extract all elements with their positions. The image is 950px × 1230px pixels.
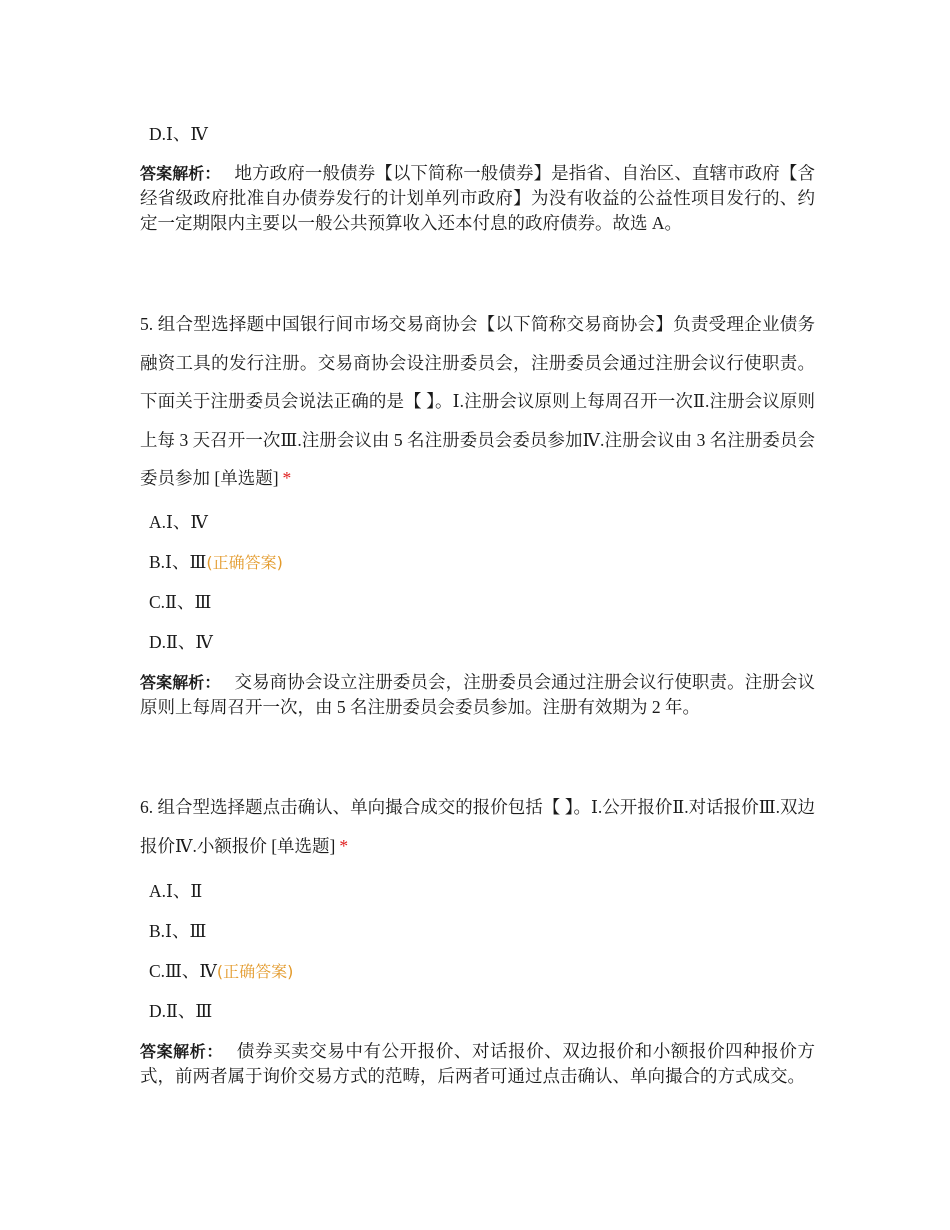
correct-answer-tag: (正确答案) — [206, 553, 283, 572]
required-mark: * — [282, 468, 292, 488]
option-label: A.Ⅰ、Ⅱ — [149, 881, 203, 901]
q4-option-d — [140, 122, 824, 146]
analysis-label: 答案解析： — [140, 164, 221, 183]
analysis-text: 交易商协会设立注册委员会，注册委员会通过注册会议行使职责。注册会议原则上每周召开一次，由 5 名注册委员会委员参加。注册有效期为 2 年。 — [140, 672, 815, 717]
q6-option-c — [140, 959, 824, 984]
option-label: C.Ⅱ、Ⅲ — [149, 592, 212, 612]
analysis-label: 答案解析： — [140, 1042, 223, 1061]
q4-analysis — [140, 161, 815, 236]
q5-analysis — [140, 670, 815, 720]
question-text: 5. 组合型选择题中国银行间市场交易商协会【以下简称交易商协会】负责受理企业债务融资工具的发行注册。交易商协会设注册委员会，注册委员会通过注册会议行使职责。下面关于注册委员会说法正确的是【 】。Ⅰ.注册会议原则上每周召开一次Ⅱ.注册会议原则上每 3 天召开一次Ⅲ.注册会议由 5 名注册委员会委员参加Ⅳ.注册会议由 3 名注册委员会委员参加 [单选题] — [140, 314, 815, 488]
analysis-text: 债券买卖交易中有公开报价、对话报价、双边报价和小额报价四种报价方式，前两者属于询价交易方式的范畴，后两者可通过点击确认、单向撮合的方式成交。 — [140, 1041, 815, 1086]
q5-option-b — [140, 550, 824, 575]
required-mark: * — [339, 835, 349, 856]
option-label: A.Ⅰ、Ⅳ — [149, 512, 208, 532]
option-label: D.Ⅱ、Ⅲ — [149, 1001, 213, 1021]
correct-answer-tag: (正确答案) — [216, 962, 294, 981]
q5-stem — [140, 305, 815, 498]
option-label: C.Ⅲ、Ⅳ — [149, 961, 217, 981]
q6-stem — [140, 788, 815, 865]
analysis-label: 答案解析： — [140, 673, 221, 692]
question-text: 6. 组合型选择题点击确认、单向撮合成交的报价包括【 】。Ⅰ.公开报价Ⅱ.对话报价Ⅲ.双边报价Ⅳ.小额报价 [单选题] — [140, 797, 815, 856]
option-label: B.Ⅰ、Ⅲ — [149, 921, 207, 941]
q5-option-a — [140, 510, 824, 534]
q6-option-b — [140, 919, 824, 943]
analysis-text: 地方政府一般债券【以下简称一般债券】是指省、自治区、直辖市政府【含经省级政府批准自办债券发行的计划单列市政府】为没有收益的公益性项目发行的、约定一定期限内主要以一般公共预算收入还本付息的政府债券。故选 A。 — [140, 163, 815, 233]
option-label: D.Ⅱ、Ⅳ — [149, 632, 213, 652]
q5-option-c — [140, 590, 824, 614]
q6-option-a — [140, 879, 824, 903]
option-label: D.Ⅰ、Ⅳ — [149, 124, 208, 144]
option-label: B.Ⅰ、Ⅲ — [149, 552, 207, 572]
q5-option-d — [140, 630, 824, 654]
q6-analysis — [140, 1039, 815, 1089]
q6-option-d — [140, 999, 824, 1023]
